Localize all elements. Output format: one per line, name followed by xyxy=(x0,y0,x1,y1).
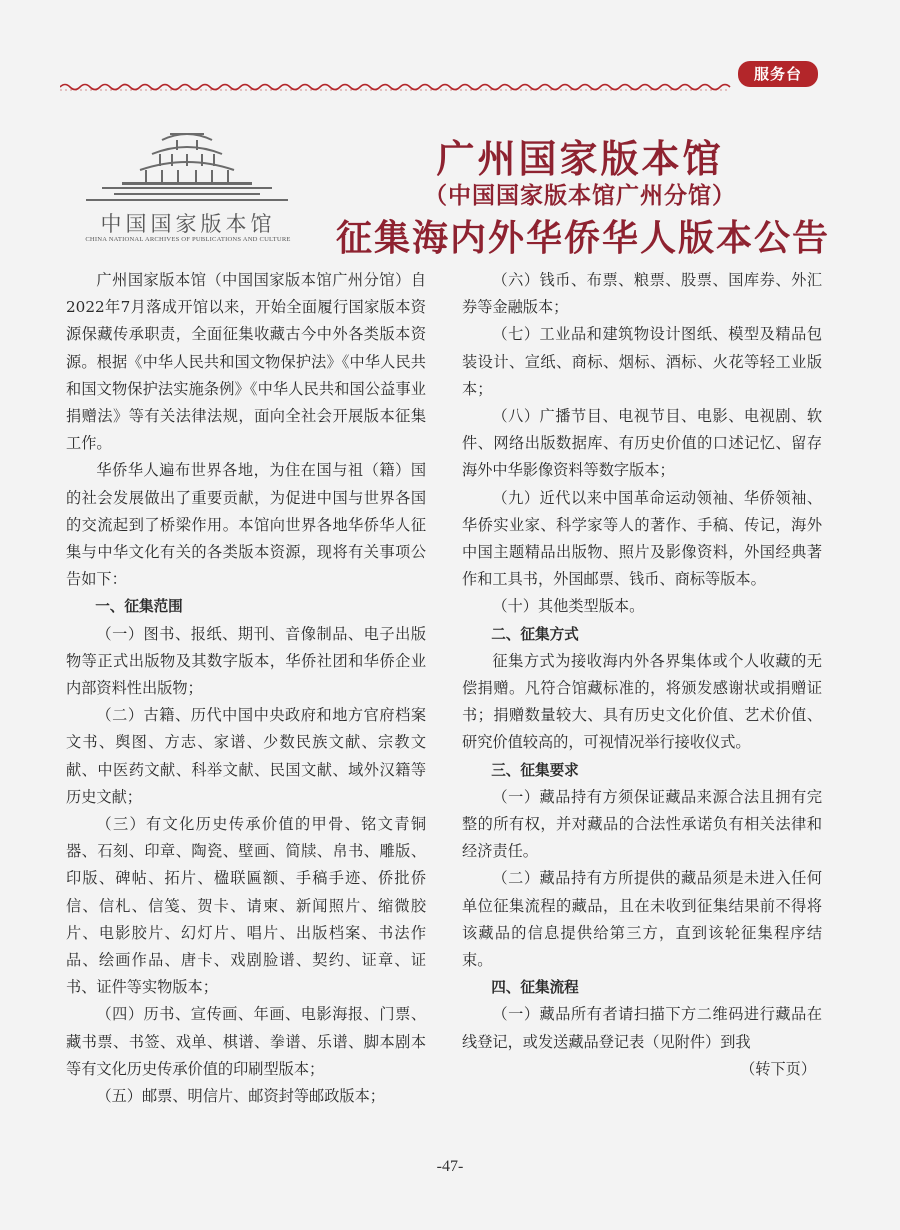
paragraph: 征集方式为接收海内外各界集体或个人收藏的无偿捐赠。凡符合馆藏标准的，将颁发感谢状或捐赠证书；捐赠数量较大、具有历史文化价值、艺术价值、研究价值较高的，可视情况举行接收仪式。 xyxy=(462,651,822,752)
decorative-wave-divider xyxy=(60,80,820,94)
logo-name-en: CHINA NATIONAL ARCHIVES OF PUBLICATIONS AND CULTURE xyxy=(85,236,291,243)
title-line-3: 征集海内外华侨华人版本公告 xyxy=(335,218,830,259)
paragraph: （八）广播节目、电视节目、电影、电视剧、软件、网络出版数据库、有历史价值的口述记忆、留存海外中华影像资料等数字版本； xyxy=(462,407,822,480)
logo-name-cn: 中国国家版本馆 xyxy=(100,212,276,236)
title-line-1: 广州国家版本馆 xyxy=(436,137,724,181)
section-heading: 四、征集流程 xyxy=(491,979,579,997)
paragraph: 华侨华人遍布世界各地，为住在国与祖（籍）国的社会发展做出了重要贡献，为促进中国与世界各国的交流起到了桥梁作用。本馆向世界各地华侨华人征集与中华文化有关的各类版本资源，现将有关事项公告如下： xyxy=(66,461,426,589)
paragraph: （一）图书、报纸、期刊、音像制品、电子出版物等正式出版物及其数字版本，华侨社团和华侨企业内部资料性出版物； xyxy=(66,624,426,698)
section-badge: 服务台 xyxy=(738,61,818,87)
paragraph: （七）工业品和建筑物设计图纸、模型及精品包装设计、宣纸、商标、烟标、酒标、火花等轻工业版本； xyxy=(462,325,822,398)
paragraph: （十）其他类型版本。 xyxy=(492,597,645,616)
paragraph: （九）近代以来中国革命运动领袖、华侨领袖、华侨实业家、科学家等人的著作、手稿、传记，海外中国主题精品出版物、照片及影像资料，外国经典著作和工具书，外国邮票、钱币、商标等版本。 xyxy=(462,488,822,589)
paragraph: （二）古籍、历代中国中央政府和地方官府档案文书、舆图、方志、家谱、少数民族文献、宗教文献、中医药文献、科举文献、民国文献、域外汉籍等历史文献； xyxy=(66,706,426,806)
page-number: -47- xyxy=(436,1158,464,1175)
paragraph: （六）钱币、布票、粮票、股票、国库券、外汇券等金融版本； xyxy=(462,271,822,317)
left-text-column xyxy=(66,267,426,1110)
paragraph: （二）藏品持有方所提供的藏品须是未进入任何单位征集流程的藏品，且在未收到征集结果前不得将该藏品的信息提供给第三方，直到该轮征集程序结束。 xyxy=(462,869,822,970)
right-text-column xyxy=(462,267,822,1083)
paragraph: 广州国家版本馆（中国国家版本馆广州分馆）自2022年7月落成开馆以来，开始全面履行国家版本资源保藏传承职责，全面征集收藏古今中外各类版本资源。根据《中华人民共和国文物保护法》《中华人民共和国文物保护法实施条例》《中华人民共和国公益事业捐赠法》等有关法律法规，面向全社会开展版本征集工作。 xyxy=(66,271,426,453)
paragraph: （一）藏品所有者请扫描下方二维码进行藏品在线登记，或发送藏品登记表（见附件）到我 xyxy=(462,1005,822,1051)
paragraph: （一）藏品持有方须保证藏品来源合法且拥有完整的所有权，并对藏品的合法性承诺负有相关法律和经济责任。 xyxy=(462,787,822,861)
section-heading: 一、征集范围 xyxy=(95,598,183,616)
paragraph: （五）邮票、明信片、邮资封等邮政版本； xyxy=(96,1087,385,1106)
paragraph: （四）历书、宣传画、年画、电影海报、门票、藏书票、书签、戏单、棋谱、拳谱、乐谱、脚本剧本等有文化历史传承价值的印刷型版本； xyxy=(66,1005,426,1078)
continued-note: （转下页） xyxy=(740,1059,816,1078)
paragraph: （三）有文化历史传承价值的甲骨、铭文青铜器、石刻、印章、陶瓷、壁画、简牍、帛书、雕版、印版、碑帖、拓片、楹联匾额、手稿手迹、侨批侨信、信札、信笺、贺卡、请柬、新闻照片、缩微胶片、电影胶片、幻灯片、唱片、出版档案、书法作品、绘画作品、唐卡、戏剧脸谱、契约、证章、证书、证件等实物版本； xyxy=(66,815,426,997)
title-line-2: （中国国家版本馆广州分馆） xyxy=(424,183,736,209)
section-heading: 三、征集要求 xyxy=(491,761,579,779)
section-heading: 二、征集方式 xyxy=(491,625,579,643)
